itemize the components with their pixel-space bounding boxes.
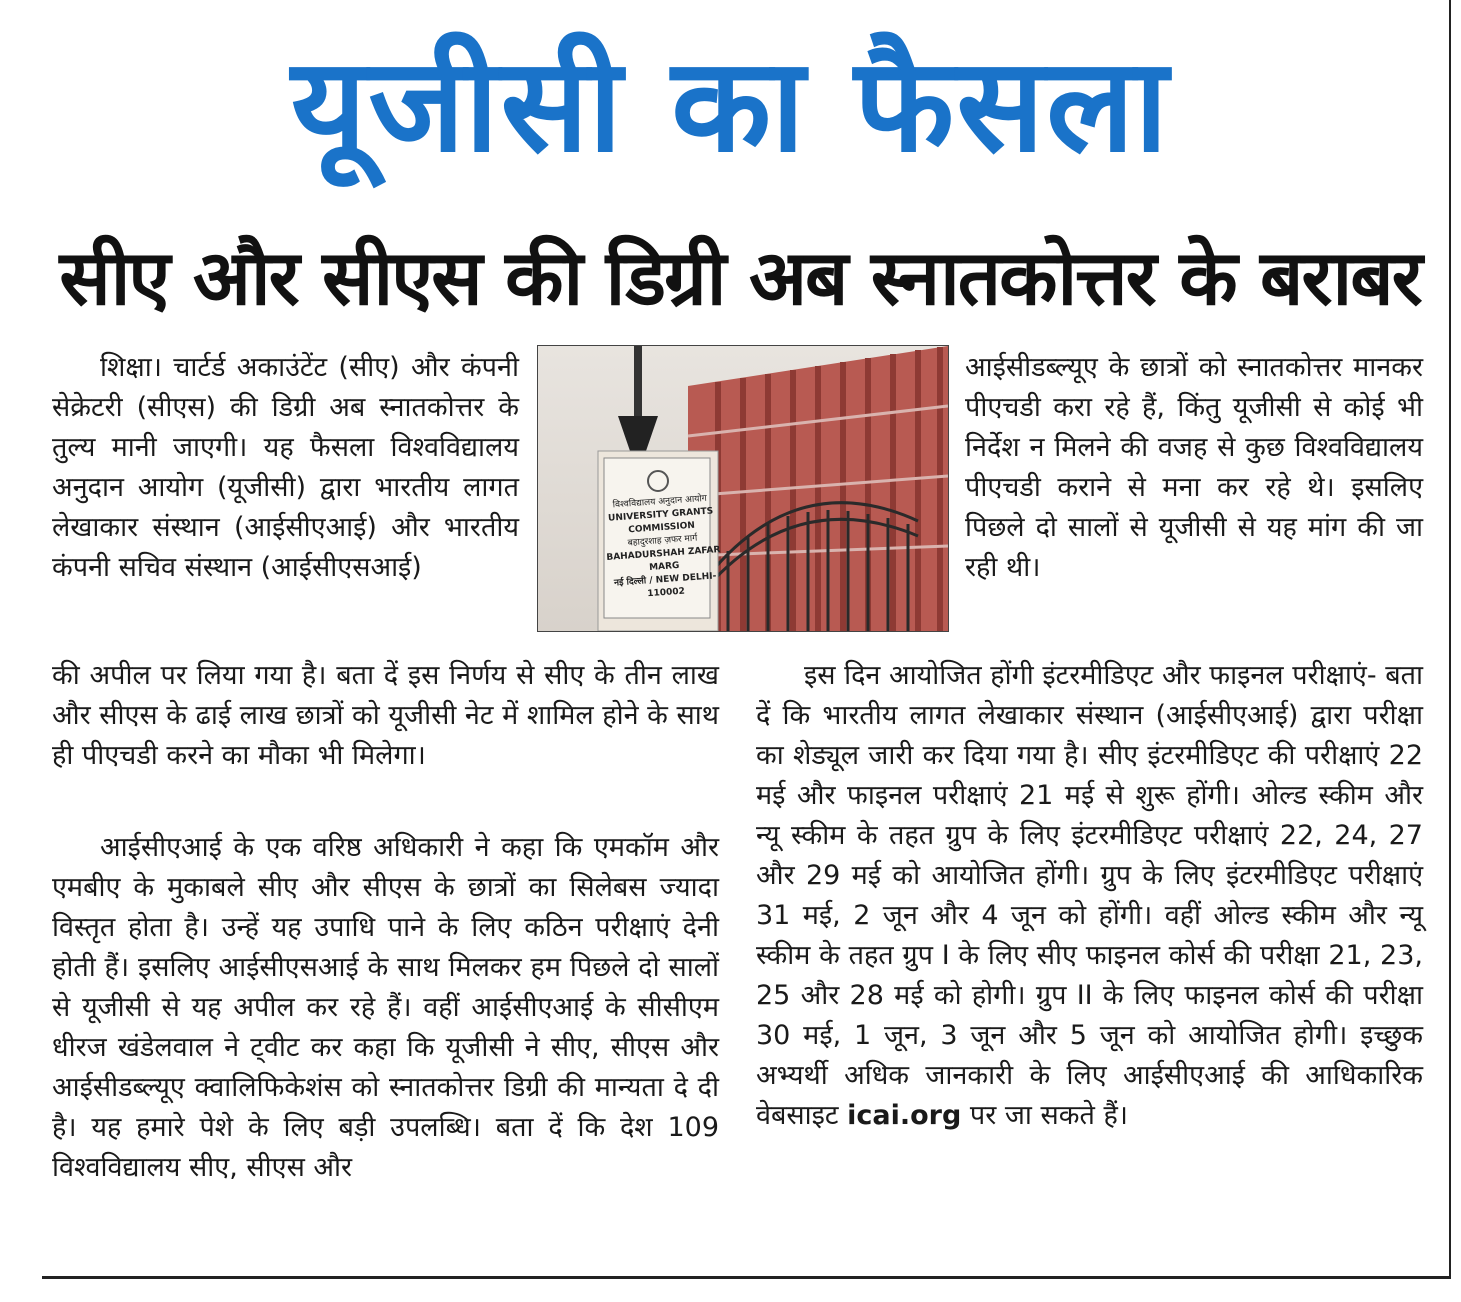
website-link[interactable]: icai.org (847, 1100, 962, 1131)
sign-text-street: BAHADURSHAH ZAFAR MARG (606, 545, 721, 573)
photo-illustration (538, 346, 948, 631)
ugc-building-photo (537, 345, 949, 632)
article-paragraph-1: शिक्षा। चार्टर्ड अकाउंटेंट (सीए) और कंपनी सेक्रेटरी (सीएस) की डिग्री अब स्नातकोत्तर के तुल्य मानी जाएगी। यह फैसला विश्वविद्यालय अनुदान आयोग (यूजीसी) द्वारा भारतीय लागत लेखाकार संस्थान (आईसीएआई) और भारतीय कंपनी सचिव संस्थान (आईसीएसआई) (52, 352, 519, 583)
article-paragraph-3: आईसीडब्ल्यूए के छात्रों को स्नातकोत्तर मानकर पीएचडी करा रहे हैं, किंतु यूजीसी से कोई भी निर्देश न मिलने की वजह से कुछ विश्वविद्यालय पीएचडी कराने से मना कर रहे थे। इसलिए पिछले दो सालों से यूजीसी से यह मांग की जा रही थी। (965, 352, 1423, 583)
article-paragraph-1-continued: की अपील पर लिया गया है। बता दें इस निर्णय से सीए के तीन लाख और सीएस के ढाई लाख छात्रों को यूजीसी नेट में शामिल होने के साथ ही पीएचडी करने का मौका भी मिलेगा। (52, 660, 719, 771)
closing-text: पर जा सकते हैं। (961, 1100, 1129, 1131)
headline: सीए और सीएस की डिग्री अब स्नातकोत्तर के बराबर (59, 233, 1421, 322)
column-rule-right (1449, 0, 1451, 1278)
sign-text-street-hindi: बहादुरशाह ज़फर मार्ग (627, 533, 698, 549)
kicker-title: यूजीसी का फैसला (290, 29, 1171, 181)
sign-text-city: नई दिल्ली / NEW DELHI-110002 (613, 571, 717, 600)
article-paragraph-4 (756, 656, 1423, 1136)
page-bottom-rule (42, 1276, 1451, 1279)
article-paragraph-2: आईसीएआई के एक वरिष्ठ अधिकारी ने कहा कि एमकॉम और एमबीए के मुकाबले सीए और सीएस के छात्रों का सिलेबस ज्यादा विस्तृत होता है। उन्हें यह उपाधि पाने के लिए कठिन परीक्षाएं देनी होती हैं। इसलिए आईसीएसआई के साथ मिलकर हम पिछले दो सालों से यूजीसी से यह अपील कर रहे हैं। वहीं आईसीएआई के सीसीएम धीरज खंडेलवाल ने ट्वीट कर कहा कि यूजीसी ने सीए, सीएस और आईसीडब्ल्यूए क्वालिफिकेशंस को स्नातकोत्तर डिग्री की मान्यता दे दी है। यह हमारे पेशे के लिए बड़ी उपलब्धि। बता दें कि देश 109 विश्वविद्यालय सीए, सीएस और (52, 832, 719, 1183)
sign-text-hindi: विश्वविद्यालय अनुदान आयोग (612, 493, 708, 511)
exam-schedule-text: इस दिन आयोजित होंगी इंटरमीडिएट और फाइनल परीक्षाएं- बता दें कि भारतीय लागत लेखाकार संस्थान (आईसीएआई) द्वारा परीक्षा का शेड्यूल जारी कर दिया गया है। सीए इंटरमीडिएट की परीक्षाएं 22 मई और फाइनल परीक्षाएं 21 मई से शुरू होंगी। ओल्ड स्कीम और न्यू स्कीम के तहत ग्रुप के लिए इंटरमीडिएट परीक्षाएं 22, 24, 27 और 29 मई को आयोजित होंगी। ग्रुप के लिए इंटरमीडिएट परीक्षाएं 31 मई, 2 जून और 4 जून को होंगी। वहीं ओल्ड स्कीम और न्यू स्कीम के तहत ग्रुप I के लिए सीए फाइनल कोर्स की परीक्षा 21, 23, 25 और 28 मई को होगी। ग्रुप II के लिए फाइनल कोर्स की परीक्षा 30 मई, 1 जून, 3 जून और 5 जून को आयोजित होगी। इच्छुक अभ्यर्थी अधिक जानकारी के लिए आईसीएआई की आधिकारिक वेबसाइट (756, 660, 1423, 1131)
sign-text-english: UNIVERSITY GRANTS COMMISSION (607, 506, 714, 536)
